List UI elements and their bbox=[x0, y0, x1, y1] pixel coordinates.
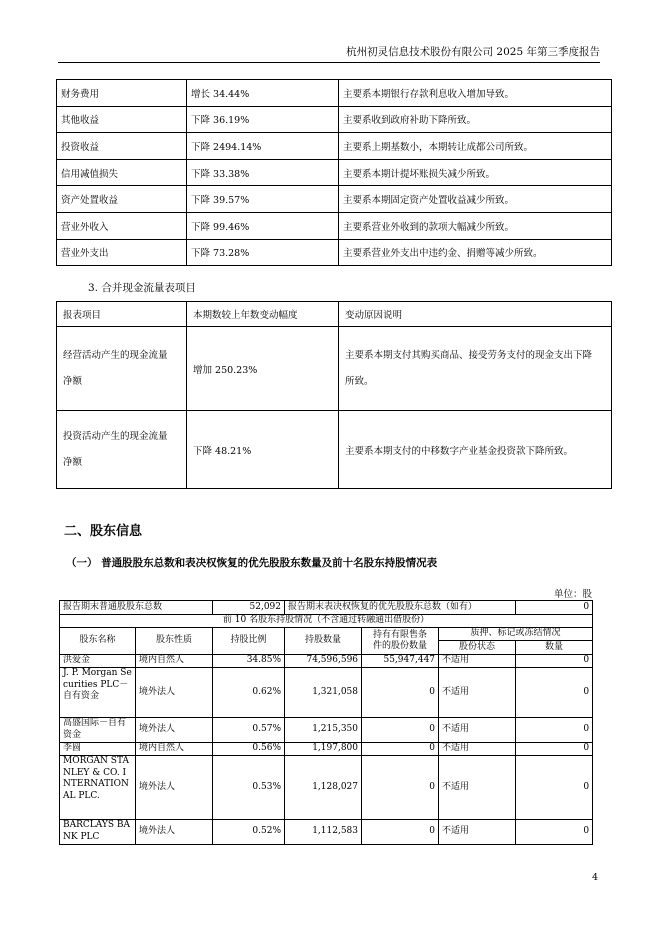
income-reason: 主要系本期计提坏账损失减少所致。 bbox=[339, 159, 612, 186]
shareholder-amount: 0 bbox=[516, 743, 593, 756]
shareholder-nature: 境内自然人 bbox=[136, 743, 213, 756]
subsection-title: （一） 普通股股东总数和表决权恢复的优先股股东数量及前十名股东持股情况表 bbox=[66, 557, 438, 569]
shareholder-qty: 1,197,800 bbox=[285, 743, 362, 756]
shareholder-status: 不适用 bbox=[439, 668, 516, 718]
income-change: 下降 36.19% bbox=[187, 106, 339, 133]
shareholder-qty: 1,215,350 bbox=[285, 718, 362, 743]
shareholder-qty: 1,128,027 bbox=[285, 756, 362, 820]
shareholder-ratio: 34.85% bbox=[213, 655, 285, 668]
income-reason: 主要系营业外收到的款项大幅减少所致。 bbox=[339, 212, 612, 239]
shareholder-status: 不适用 bbox=[439, 718, 516, 743]
table-row bbox=[57, 239, 612, 266]
shareholder-name: MORGAN STANLEY & CO. INTERNATIONAL PLC. bbox=[60, 756, 136, 820]
table-row bbox=[57, 186, 612, 213]
total-holders-label: 报告期末普通股股东总数 bbox=[60, 601, 213, 615]
shareholder-qty: 74,596,596 bbox=[285, 655, 362, 668]
income-reason: 主要系营业外支出中违约金、捐赠等减少所致。 bbox=[339, 239, 612, 266]
table-row bbox=[57, 159, 612, 186]
table-row bbox=[60, 743, 593, 756]
col-status: 股份状态 bbox=[439, 641, 516, 655]
shareholder-nature: 境外法人 bbox=[136, 718, 213, 743]
cashflow-header-reason: 变动原因说明 bbox=[339, 302, 612, 327]
shareholder-name: 李圆 bbox=[60, 743, 136, 756]
page-number: 4 bbox=[591, 872, 598, 883]
shareholder-restricted: 0 bbox=[362, 743, 439, 756]
income-item: 投资收益 bbox=[57, 133, 187, 160]
col-pledge: 质押、标记或冻结情况 bbox=[439, 628, 593, 641]
shareholder-name: J. P. Morgan Securities PLC－自有资金 bbox=[60, 668, 136, 718]
shareholder-amount: 0 bbox=[516, 718, 593, 743]
table-row bbox=[57, 80, 612, 107]
shareholder-ratio: 0.57% bbox=[213, 718, 285, 743]
shareholder-restricted: 55,947,447 bbox=[362, 655, 439, 668]
preferred-holders-value: 0 bbox=[516, 601, 593, 615]
shareholder-status: 不适用 bbox=[439, 743, 516, 756]
income-item: 营业外支出 bbox=[57, 239, 187, 266]
top10-title: 前 10 名股东持股情况（不含通过转融通出借股份） bbox=[60, 615, 593, 628]
col-restricted: 持有有限售条 件的股份数量 bbox=[362, 628, 439, 655]
income-item: 财务费用 bbox=[57, 80, 187, 107]
shareholder-ratio: 0.52% bbox=[213, 820, 285, 845]
income-change: 下降 33.38% bbox=[187, 159, 339, 186]
income-item: 资产处置收益 bbox=[57, 186, 187, 213]
income-reason: 主要系本期银行存款利息收入增加导致。 bbox=[339, 80, 612, 107]
income-change: 下降 39.57% bbox=[187, 186, 339, 213]
income-change: 下降 2494.14% bbox=[187, 133, 339, 160]
income-changes-table bbox=[56, 79, 612, 266]
shareholder-status: 不适用 bbox=[439, 820, 516, 845]
shareholder-nature: 境内自然人 bbox=[136, 655, 213, 668]
total-holders-value: 52,092 bbox=[213, 601, 285, 615]
shareholder-name: BARCLAYS BANK PLC bbox=[60, 820, 136, 845]
shareholder-ratio: 0.56% bbox=[213, 743, 285, 756]
col-qty: 持股数量 bbox=[285, 628, 362, 655]
table-row bbox=[57, 411, 612, 489]
page-header: 杭州初灵信息技术股份有限公司 2025 年第三季度报告 bbox=[58, 44, 600, 63]
income-item: 其他收益 bbox=[57, 106, 187, 133]
table-row bbox=[60, 756, 593, 820]
col-amount: 数量 bbox=[516, 641, 593, 655]
cashflow-reason: 主要系本期支付其购买商品、接受劳务支付的现金支出下降 所致。 bbox=[339, 327, 612, 411]
income-change: 下降 73.28% bbox=[187, 239, 339, 266]
shareholder-restricted: 0 bbox=[362, 668, 439, 718]
table-row bbox=[60, 718, 593, 743]
col-nature: 股东性质 bbox=[136, 628, 213, 655]
table-row bbox=[60, 668, 593, 718]
shareholder-ratio: 0.53% bbox=[213, 756, 285, 820]
unit-label: 单位：股 bbox=[553, 589, 592, 600]
shareholder-status: 不适用 bbox=[439, 756, 516, 820]
shareholder-amount: 0 bbox=[516, 655, 593, 668]
shareholder-restricted: 0 bbox=[362, 756, 439, 820]
income-reason: 主要系上期基数小，本期转让成都公司所致。 bbox=[339, 133, 612, 160]
shareholder-amount: 0 bbox=[516, 668, 593, 718]
cashflow-reason: 主要系本期支付的中移数字产业基金投资款下降所致。 bbox=[339, 411, 612, 489]
cashflow-item: 投资活动产生的现金流量 净额 bbox=[57, 411, 187, 489]
col-name: 股东名称 bbox=[60, 628, 136, 655]
income-reason: 主要系收到政府补助下降所致。 bbox=[339, 106, 612, 133]
table-row bbox=[60, 820, 593, 845]
table-row bbox=[57, 212, 612, 239]
shareholder-qty: 1,112,583 bbox=[285, 820, 362, 845]
shareholder-name: 洪爱金 bbox=[60, 655, 136, 668]
shareholder-restricted: 0 bbox=[362, 820, 439, 845]
shareholder-qty: 1,321,058 bbox=[285, 668, 362, 718]
section-title: 二、股东信息 bbox=[64, 524, 143, 539]
cashflow-item: 经营活动产生的现金流量 净额 bbox=[57, 327, 187, 411]
shareholder-amount: 0 bbox=[516, 820, 593, 845]
cashflow-section-title: 3. 合并现金流量表项目 bbox=[88, 282, 196, 294]
shareholder-ratio: 0.62% bbox=[213, 668, 285, 718]
preferred-holders-label: 报告期末表决权恢复的优先股股东总数（如有） bbox=[285, 601, 516, 615]
cashflow-change: 增加 250.23% bbox=[187, 327, 339, 411]
shareholder-restricted: 0 bbox=[362, 718, 439, 743]
cashflow-table bbox=[56, 301, 612, 489]
table-row bbox=[60, 655, 593, 668]
shareholder-name: 高盛国际－自有资金 bbox=[60, 718, 136, 743]
cashflow-change: 下降 48.21% bbox=[187, 411, 339, 489]
shareholders-table bbox=[59, 600, 593, 845]
shareholder-status: 不适用 bbox=[439, 655, 516, 668]
shareholder-nature: 境外法人 bbox=[136, 756, 213, 820]
shareholder-nature: 境外法人 bbox=[136, 820, 213, 845]
col-ratio: 持股比例 bbox=[213, 628, 285, 655]
income-item: 信用减值损失 bbox=[57, 159, 187, 186]
income-reason: 主要系本期固定资产处置收益减少所致。 bbox=[339, 186, 612, 213]
table-row bbox=[57, 106, 612, 133]
income-change: 下降 99.46% bbox=[187, 212, 339, 239]
income-item: 营业外收入 bbox=[57, 212, 187, 239]
income-change: 增长 34.44% bbox=[187, 80, 339, 107]
cashflow-header-change: 本期数较上年数变动幅度 bbox=[187, 302, 339, 327]
table-row bbox=[57, 327, 612, 411]
cashflow-header-item: 报表项目 bbox=[57, 302, 187, 327]
shareholder-nature: 境外法人 bbox=[136, 668, 213, 718]
shareholder-amount: 0 bbox=[516, 756, 593, 820]
table-row bbox=[57, 133, 612, 160]
